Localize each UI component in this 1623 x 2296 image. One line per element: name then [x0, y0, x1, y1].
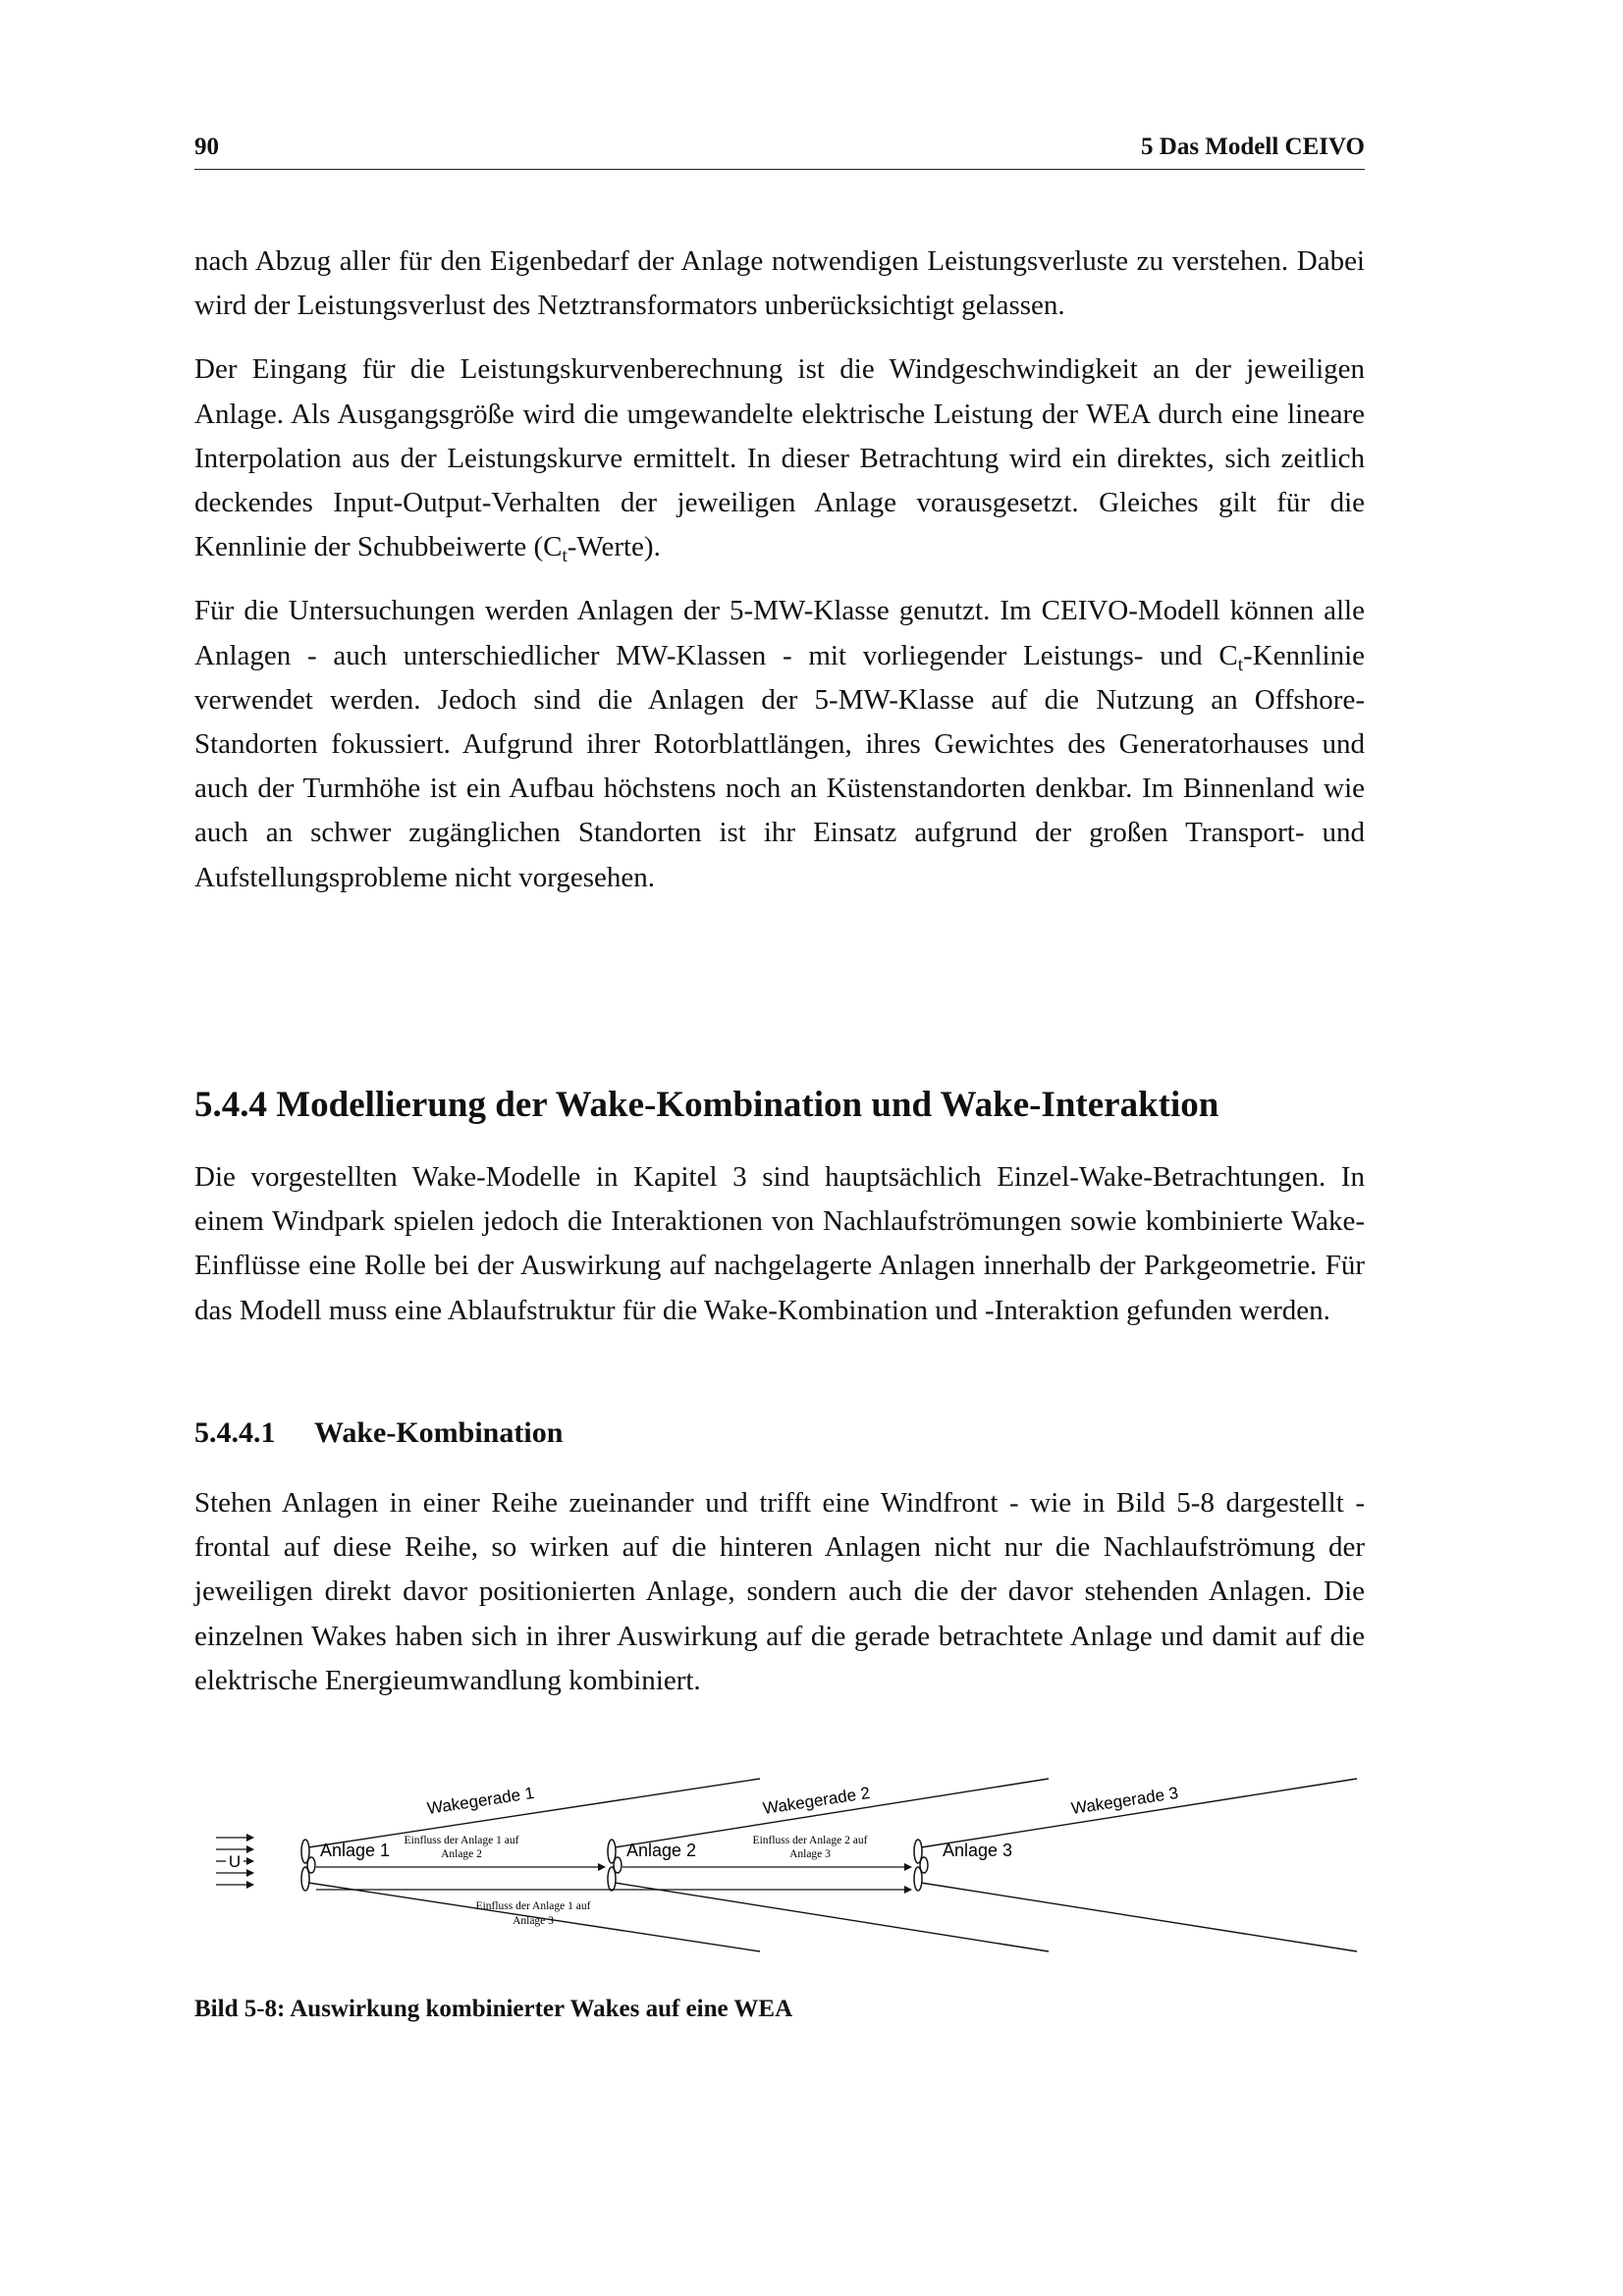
- influence-label: Einfluss der Anlage 1 auf: [404, 1835, 519, 1846]
- wind-speed-label: U: [228, 1852, 242, 1871]
- paragraph: Die vorgestellten Wake-Modelle in Kapitel 3 sind hauptsächlich Einzel-Wake-Betrachtungen. In einem Windpark spielen jedoch die Interaktionen von Nachlaufströmungen sowie kombinierte Wake-Einflüsse eine Rolle bei der Auswirkung auf nachgelagerte Anlagen innerhalb der Parkgeometrie. Für das Modell muss eine Ablaufstruktur für die Wake-Kombination und -Interaktion gefunden werden.: [194, 1161, 1365, 1326]
- section-heading: 5.4.4 Modellierung der Wake-Kombination und Wake-Interaktion: [194, 1085, 1219, 1125]
- page-header: [194, 133, 1365, 170]
- wake-line-label: Wakegerade 1: [425, 1783, 536, 1818]
- wake-line-label: Wakegerade 2: [761, 1783, 872, 1818]
- rotor-hub: [307, 1857, 315, 1873]
- subsection-text: [194, 1481, 1365, 1703]
- subsection-number: 5.4.4.1: [194, 1416, 276, 1449]
- wake-line-label: Wakegerade 3: [1069, 1783, 1180, 1818]
- intro-text: [194, 240, 1365, 900]
- figure-caption: Bild 5-8: Auswirkung kombinierter Wakes auf eine WEA: [194, 1996, 793, 2022]
- rotor-hub: [614, 1857, 622, 1873]
- paragraph-text: -Werte).: [567, 531, 661, 563]
- influence-label: Anlage 2: [441, 1848, 482, 1860]
- subsection-heading: [194, 1416, 563, 1450]
- wake-diagram: [194, 1757, 1373, 1973]
- page-number: 90: [194, 133, 219, 160]
- turbine-label: Anlage 3: [943, 1841, 1013, 1860]
- chapter-title: 5 Das Modell CEIVO: [1141, 133, 1365, 160]
- influence-arrows: [316, 1867, 911, 1890]
- paragraph: [194, 347, 1365, 569]
- paragraph: Stehen Anlagen in einer Reihe zueinander und trifft eine Windfront - wie in Bild 5-8 dargestellt - frontal auf diese Reihe, so wirken auf die hinteren Anlagen nicht nur die Nachlaufströmung der jeweiligen direkt davor positionierten Anlage, sondern auch die der davor stehenden Anlagen. Die einzelnen Wakes haben sich in ihrer Auswirkung auf die gerade betrachtete Anlage und damit auf die elektrische Energieumwandlung kombiniert.: [194, 1487, 1365, 1696]
- wake-diagram-svg: [194, 1757, 1373, 1973]
- subscript: t: [562, 546, 568, 567]
- paragraph-text: Für die Untersuchungen werden Anlagen der 5-MW-Klasse genutzt. Im CEIVO-Modell können alle Anlagen - auch unterschiedlicher MW-Klassen - mit vorliegender Leistungs- und C: [194, 595, 1365, 671]
- paragraph: [194, 589, 1365, 899]
- rotor-hub: [920, 1857, 928, 1873]
- paragraph-text: Der Eingang für die Leistungskurvenberechnung ist die Windgeschwindigkeit an der jeweiligen Anlage. Als Ausgangsgröße wird die umgewandelte elektrische Leistung der WEA durch eine lineare Interpolation aus der Leistungskurve ermittelt. In dieser Betrachtung wird ein direktes, sich zeitlich deckendes Input-Output-Verhalten der jeweiligen Anlage vorausgesetzt. Gleiches gilt für die Kennlinie der Schubbeiwerte (C: [194, 353, 1365, 563]
- paragraph-text: nach Abzug aller für den Eigenbedarf der Anlage notwendigen Leistungsverluste zu verstehen. Dabei wird der Leistungsverlust des Netztransformators unberücksichtigt gelassen.: [194, 245, 1365, 322]
- paragraph: [194, 240, 1365, 328]
- influence-label: Anlage 3: [789, 1848, 831, 1860]
- subscript: t: [1237, 654, 1243, 675]
- influence-label: Anlage 3: [513, 1915, 554, 1927]
- subsection-title: Wake-Kombination: [314, 1416, 564, 1449]
- influence-label: Einfluss der Anlage 2 auf: [752, 1835, 868, 1846]
- influence-label: Einfluss der Anlage 1 auf: [475, 1900, 591, 1912]
- paragraph-text: -Kennlinie verwendet werden. Jedoch sind die Anlagen der 5-MW-Klasse auf die Nutzung an Offshore-Standorten fokussiert. Aufgrund ihrer Rotorblattlängen, ihres Gewichtes des Generatorhauses und auch der Turmhöhe ist ein Aufbau höchstens noch an Küstenstandorten denkbar. Im Binnenland wie auch an schwer zugänglichen Standorten ist ihr Einsatz aufgrund der großen Transport- und Aufstellungsprobleme nicht vorgesehen.: [194, 639, 1365, 893]
- turbine-label: Anlage 1: [320, 1841, 391, 1860]
- section-text: [194, 1155, 1365, 1333]
- wake-line-1-upper: [308, 1779, 760, 1847]
- turbine-label: Anlage 2: [626, 1841, 697, 1860]
